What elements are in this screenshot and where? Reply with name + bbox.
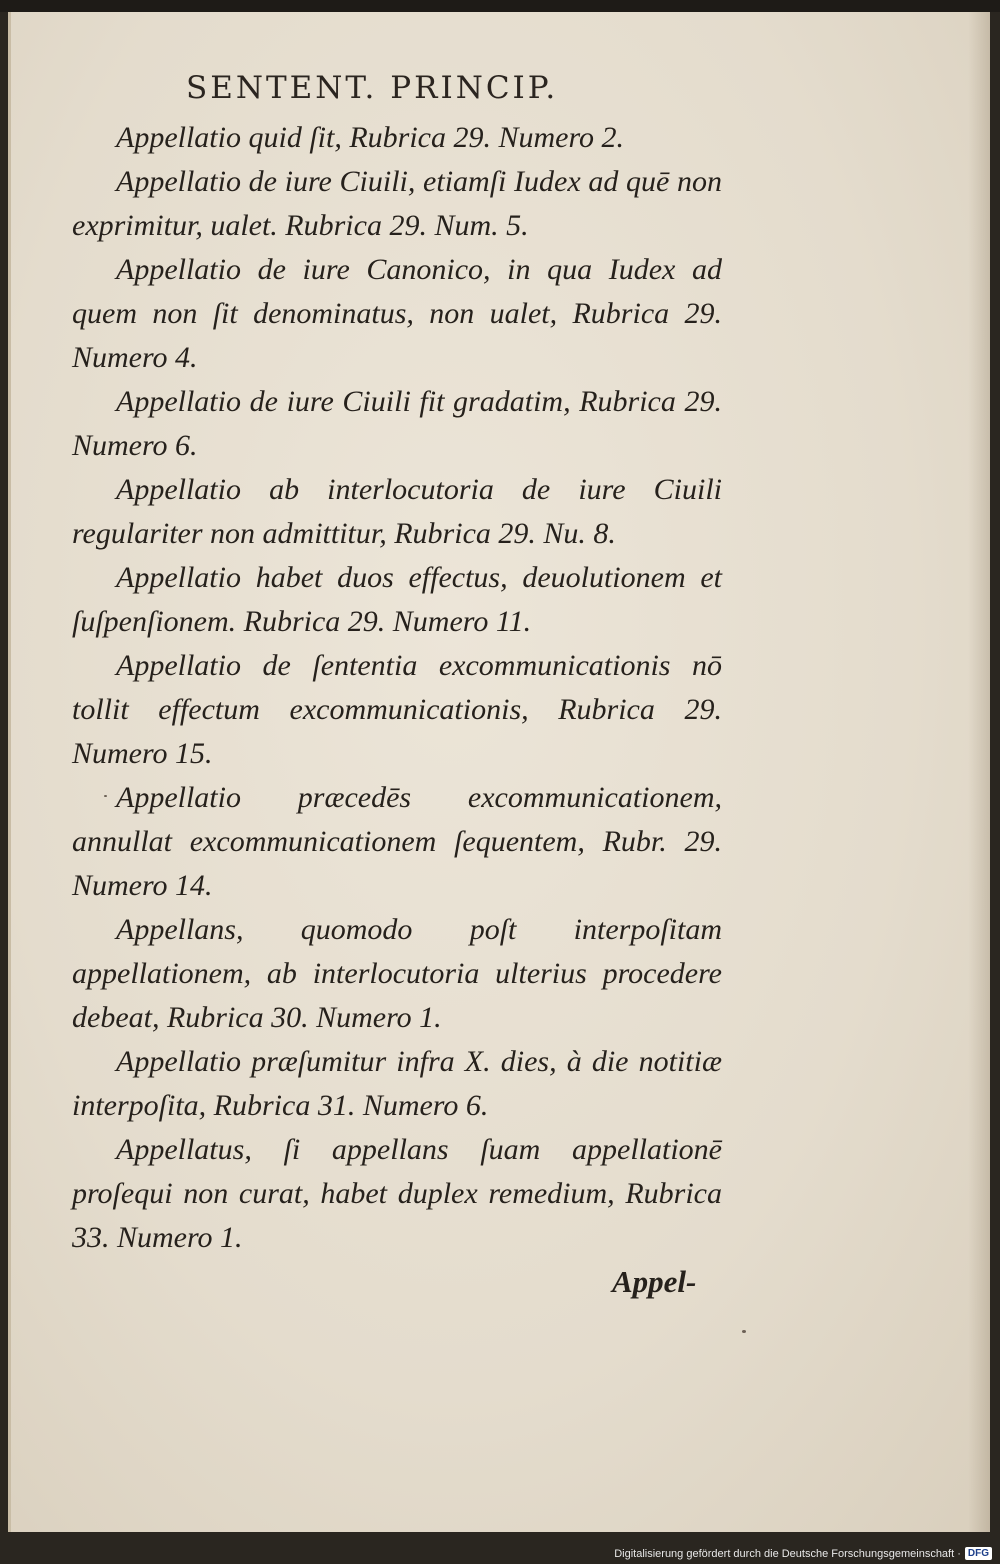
index-entry: Appellatio præſumitur infra X. dies, à die notitiæ interpoſita, Rubrica 31. Numero 6. xyxy=(72,1045,722,1122)
catchword: Appel- xyxy=(612,1264,697,1299)
index-entry: Appellatio habet duos effectus, deuolutionem et ſuſpenſionem. Rubrica 29. Numero 11. xyxy=(72,561,722,638)
index-entry: Appellatio præcedēs excommunicationem, annullat excommunicationem ſequentem, Rubr. 29. Numero 14. xyxy=(72,781,722,902)
scan-top-edge xyxy=(0,0,1000,12)
index-entry: Appellatio de iure Ciuili, etiamſi Iudex ad quē non exprimitur, ualet. Rubrica 29. Num. 5. xyxy=(72,165,722,242)
dfg-logo-icon: DFG xyxy=(965,1547,992,1560)
page-edge-shadow xyxy=(968,12,990,1532)
index-entry: Appellatio quid ſit, Rubrica 29. Numero 2. xyxy=(116,121,625,154)
running-head: SENTENT. PRINCIP. xyxy=(186,70,559,106)
credit-text: Digitalisierung gefördert durch die Deutsche Forschungsgemeinschaft · xyxy=(614,1547,961,1560)
digitization-credit xyxy=(614,1547,992,1560)
index-entries xyxy=(72,116,722,1260)
paper-speck xyxy=(742,1330,746,1333)
index-entry: Appellatio de ſententia excommunicationis nō tollit effectum excommunicationis, Rubrica 29. Numero 15. xyxy=(72,649,722,770)
index-entry: Appellatio ab interlocutoria de iure Ciuili regulariter non admittitur, Rubrica 29. Nu. 8. xyxy=(72,473,722,550)
index-entry: Appellatio de iure Ciuili fit gradatim, Rubrica 29. Numero 6. xyxy=(72,385,722,462)
paper-speck xyxy=(104,795,107,797)
index-entry: Appellatio de iure Canonico, in qua Iudex ad quem non ſit denominatus, non ualet, Rubrica 29. Numero 4. xyxy=(72,253,722,374)
index-entry: Appellatus, ſi appellans ſuam appellationē proſequi non curat, habet duplex remedium, Rubrica 33. Numero 1. xyxy=(72,1133,722,1254)
index-entry: Appellans, quomodo poſt interpoſitam appellationem, ab interlocutoria ulterius procedere debeat, Rubrica 30. Numero 1. xyxy=(72,913,722,1034)
